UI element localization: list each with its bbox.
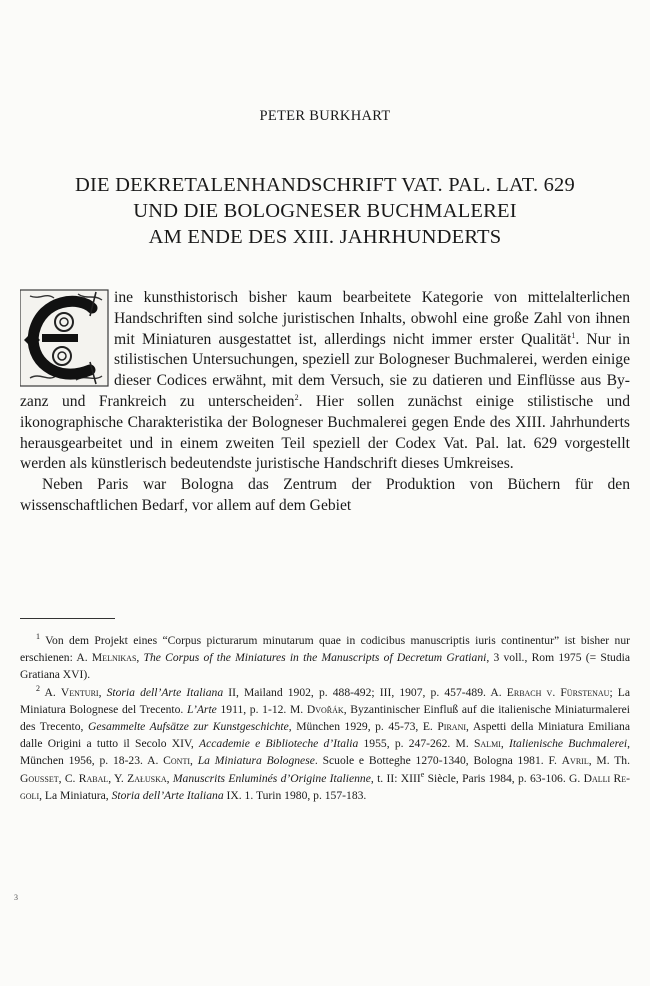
footnote-1: $^1$ Von dem Projekt eines “Corpus picturarum minutarum quae in codicibus manuscriptis iuris continentur” ist bisher nur erschienen: A. Melnikas, The Corpus of the Miniatures in the Manuscripts of Decretum Gratiani, 3 voll., Rom 1975 (= Studia Gratiana XVI). [20,632,631,682]
footnote-ref-2[interactable]: 2 [294,392,299,402]
title-line-3: AM ENDE DES XIII. JAHRHUNDERTS [148,226,502,248]
title-line-1: DIE DEKRETALENHANDSCHRIFT VAT. PAL. LAT. 629 [75,174,575,196]
footnotes [20,632,630,804]
paragraph-1: ine kunsthistorisch bisher kaum bearbeitete Kategorie von mittelalterlichen Handschriften sind solche juristischen Inhalts, obwohl eine große Zahl von ihnen mit Miniaturen ausgestattet ist, allerdings nicht immer erster Qualität$^1$. Nur in stilistischen Untersuchungen, speziell zur Bologneser Buchmalerei, werden einige dieser Codices erwähnt, mit dem Versuch, sie zu datieren und Einflüsse aus Byzanz und Frankreich zu unterscheiden$^2$. Hier sollen zunächst einige stilistische und ikonographische Charakteristika der Bologneser Buchmalerei gegen Ende des XIII. Jahrhunderts herausgearbeitet und in einem zweiten Teil speziell der Codex Vat. Pal. lat. 629 vorgestellt werden als künstlerisch bedeutendste juristische Handschrift dieses Umkreises. [20,289,630,473]
footnote-ref-1[interactable]: 1 [571,330,576,340]
page-number: 3 [14,893,18,902]
title-line-2: UND DIE BOLOGNESER BUCHMALEREI [133,200,517,222]
body-text [20,288,630,517]
footnote-rule [20,618,115,619]
paragraph-2: Neben Paris war Bologna das Zentrum der Produktion von Büchern für den wissenschaftlichen Bedarf, vor allem auf dem Gebiet [20,476,630,514]
footnote-2: $^2$ A. Venturi, Storia dell’Arte Italiana II, Mailand 1902, p. 488-492; III, 1907, p. 457-489. A. Erbach v. Fürstenau; La Miniatura Bolognese del Trecento. L’Arte 1911, p. 1-12. M. Dvořák, Byzantinischer Einfluß auf die italienische Miniaturmalerei des Trecento, Gesammelte Aufsätze zur Kunstgeschichte, München 1929, p. 45-73, E. Pirani, Aspetti della Miniatura Emiliana dalle Origini a tutto il Secolo XIV, Accademie e Biblioteche d’Italia 1955, p. 247-262. M. Salmi, Italienische Buchmalerei, München 1956, p. 18-23. A. Conti, La Miniatura Bolognese. Scuole e Botteghe 1270-1340, Bologna 1981. F. Avril, M. Th. Gousset, C. Rabal, Y. Załuska, Manuscrits Enluminés d’Origine Italienne, t. II: XIIIe Siècle, Paris 1984, p. 63-106. G. Dalli Regoli, La Miniatura, Storia dell’Arte Italiana IX. 1. Turin 1980, p. 157-183. [20,683,631,802]
author-line: PETER BURKHART [259,108,391,124]
article-title [0,172,650,250]
